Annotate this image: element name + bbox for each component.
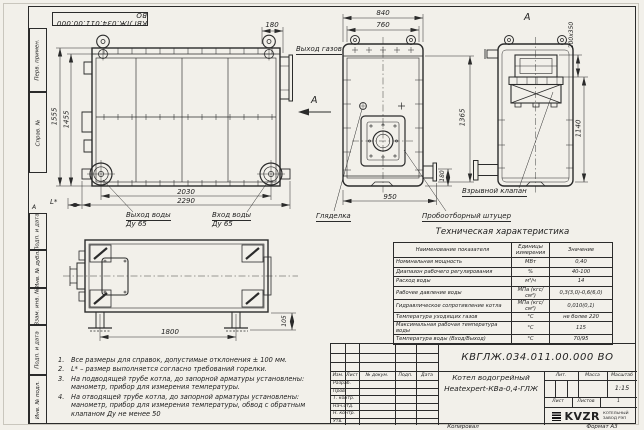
- margin-box-inv-dubl: [29, 250, 47, 288]
- param-name: Номинальная мощность: [394, 258, 512, 268]
- dim-front-height: 1365: [458, 108, 467, 127]
- tb-product-name: [438, 373, 544, 394]
- dim-front-bottom: 950: [383, 193, 397, 201]
- tb-row-nkontr: Н. контр.: [333, 411, 356, 416]
- note-number: 2.: [58, 365, 65, 374]
- dim-width-total: 2290: [177, 197, 195, 205]
- param-unit: м³/ч: [512, 277, 550, 287]
- label-explosion-valve: [462, 188, 527, 197]
- tb-doc-number: КВГЛЖ.034.011.00.000 ВО: [461, 352, 614, 363]
- dim-height-body: 1455: [62, 110, 71, 129]
- logo-subtitle: [603, 411, 629, 420]
- sampling-text: Пробоотборный штуцер: [422, 212, 512, 220]
- tech-col-units: Единицы измерения: [512, 243, 550, 258]
- logo-subtitle-line2: ЗАВОД РЭП: [602, 415, 627, 420]
- zone-letter: А: [32, 204, 37, 211]
- table-row: [394, 267, 613, 277]
- dim-width-flanges: 2030: [177, 188, 195, 196]
- param-value: 115: [550, 322, 613, 335]
- margin-box-vzam-inv: [29, 288, 47, 325]
- product-name-line1: Котел водогрейный: [452, 373, 530, 382]
- param-value: не более 220: [550, 312, 613, 322]
- dim-plan-length: 1800: [161, 328, 179, 336]
- dim-stub-height: 180: [439, 170, 446, 182]
- tb-sheets-label: Листов: [577, 398, 595, 404]
- margin-box-inv-podl: [29, 375, 47, 424]
- manufacturer-logo: [544, 407, 637, 425]
- tb-col-izm: Изм.: [332, 372, 344, 378]
- note-item: [58, 356, 330, 364]
- table-row: [394, 299, 613, 312]
- tb-sheets-value: 1: [617, 398, 620, 404]
- view-a-arrow: [298, 109, 331, 116]
- param-value: 0,40: [550, 258, 613, 268]
- param-name: Диапазон рабочего регулирования: [394, 267, 512, 277]
- plan-view: [63, 240, 298, 341]
- note-text: L* – размер выполняется согласно требований горелки.: [71, 365, 267, 374]
- label-gas-outlet: [296, 46, 342, 55]
- margin-label: Перв. примен.: [35, 39, 42, 81]
- tech-table: [393, 242, 613, 345]
- label-water-outlet: [126, 212, 171, 228]
- explosion-valve-text: Взрывной клапан: [462, 187, 527, 195]
- param-name: Гидравлическое сопротивление котла: [394, 299, 512, 312]
- param-unit: МПа (кгс/см²): [512, 286, 550, 299]
- param-unit: %: [512, 267, 550, 277]
- margin-label: Подп. и дата: [35, 212, 41, 251]
- margin-label: Инв. № подл.: [35, 380, 42, 419]
- tb-col-podp: Подп.: [398, 372, 413, 378]
- tb-row-razrab: Разраб.: [333, 381, 352, 386]
- tech-table-title: Техническая характеристика: [435, 227, 570, 237]
- dim-height-total: 1555: [50, 107, 59, 126]
- view-a: [474, 36, 589, 194]
- logo-mark-icon: [552, 412, 561, 421]
- param-value: 40-100: [550, 267, 613, 277]
- notes-list: [58, 356, 330, 419]
- margin-box-podp-data-1: [29, 213, 47, 250]
- dim-plan-foot: 105: [281, 315, 288, 327]
- tb-row-prov: Пров.: [333, 388, 347, 394]
- tb-mass-label: Масса: [585, 372, 600, 378]
- water-inlet-dn: Ду 65: [212, 220, 233, 228]
- param-value: 14: [550, 277, 613, 287]
- dim-duct-size: 200х350: [568, 21, 575, 49]
- param-name: Рабочее давление воды: [394, 286, 512, 299]
- param-name: Температура уходящих газов: [394, 312, 512, 322]
- param-name: Максимальная рабочая температура воды: [394, 322, 512, 335]
- note-number: 4.: [58, 392, 65, 401]
- margin-box-perv-primen: [29, 28, 47, 92]
- dim-burner-clearance: L*: [50, 198, 58, 206]
- tb-scale-label: Масштаб: [611, 372, 633, 378]
- note-item: [58, 393, 330, 418]
- param-unit: °С: [512, 322, 550, 335]
- table-row: [394, 286, 613, 299]
- label-sampling-fitting: [422, 213, 511, 222]
- tb-col-doc: № докум.: [365, 372, 389, 378]
- dim-front-inner: 760: [376, 21, 390, 29]
- tb-row-nachotd: Нач.отд.: [333, 403, 354, 409]
- param-name: Расход воды: [394, 277, 512, 287]
- label-peephole: [316, 213, 351, 222]
- margin-label: Справ. №: [35, 119, 42, 146]
- table-row: [394, 277, 613, 287]
- tb-scale-value: 1:15: [614, 384, 630, 392]
- tb-sheet-label: Лист: [552, 398, 564, 404]
- table-row: [394, 312, 613, 322]
- label-water-inlet: [212, 212, 251, 228]
- param-value: 0,3(3,0)-0,6(6,0): [550, 286, 613, 299]
- water-outlet-text: Выход воды: [126, 211, 171, 219]
- tb-col-list: Лист: [346, 372, 358, 378]
- water-outlet-dn: Ду 65: [126, 220, 147, 228]
- title-block: [330, 343, 636, 424]
- note-item: [58, 375, 330, 392]
- table-row: [394, 322, 613, 335]
- tb-row-tkontr: Т. контр.: [333, 396, 355, 401]
- note-number: 3.: [58, 374, 65, 383]
- inverted-doc-number-text: КВГЛЖ.034.011.00.000 ВО: [56, 11, 147, 27]
- tb-row-utv: Утв.: [333, 418, 343, 424]
- margin-label: Подп. и дата: [35, 331, 41, 369]
- format-label: Формат А3: [586, 423, 618, 430]
- logo-subtitle-line1: КОТЕЛЬНЫЙ: [602, 410, 629, 416]
- side-view: [56, 27, 293, 212]
- note-item: [58, 365, 330, 373]
- copied-label: Копировал: [447, 423, 479, 430]
- tech-col-value: Значение: [550, 243, 613, 258]
- view-a-letter: А: [524, 12, 531, 23]
- param-name: Температура воды (Вход/Выход): [394, 335, 512, 345]
- dim-front-outer: 840: [376, 9, 390, 17]
- tech-col-name: Наименование показателя: [394, 243, 512, 258]
- param-unit: МПа (кгс/см²): [512, 299, 550, 312]
- tb-lit-label: Лит.: [555, 372, 567, 378]
- note-text: На подводящей трубе котла, до запорной арматуры установлены: манометр, прибор для измерения температуры.: [71, 374, 305, 392]
- logo-text: KVZR: [564, 409, 600, 423]
- table-row: [394, 258, 613, 268]
- dim-view-a-height: 1140: [574, 119, 583, 138]
- product-name-line2: Heatexpert-КВа-0,4-ГЛЖ: [444, 383, 538, 393]
- tb-col-data: Дата: [421, 372, 433, 378]
- dim-top-offset: 180: [265, 21, 279, 29]
- param-unit: °С: [512, 312, 550, 322]
- peephole-text: Гляделка: [316, 212, 351, 220]
- note-number: 1.: [58, 356, 65, 364]
- param-unit: °С: [512, 335, 550, 345]
- view-arrow-letter: А: [311, 95, 318, 106]
- margin-label: Взам. инв. №: [35, 287, 41, 326]
- margin-box-podp-data-2: [29, 325, 47, 375]
- param-unit: МВт: [512, 258, 550, 268]
- note-text: На отводящей трубе котла, до запорной арматуры установлены: манометр, прибор для измерения температуры, обвод с обратным клапаном Ду не менее 50: [71, 392, 306, 418]
- margin-box-sprav: [29, 92, 47, 173]
- note-text: Все размеры для справок, допустимые отклонения ± 100 мм.: [71, 356, 288, 364]
- gas-outlet-text: Выход газов: [296, 45, 342, 53]
- param-value: 0,010(0,1): [550, 299, 613, 312]
- param-value: 70/95: [550, 335, 613, 345]
- margin-label: Инв. № дубл.: [35, 250, 42, 288]
- inverted-doc-number: [52, 12, 148, 26]
- front-view: [334, 14, 474, 211]
- water-inlet-text: Вход воды: [212, 211, 252, 219]
